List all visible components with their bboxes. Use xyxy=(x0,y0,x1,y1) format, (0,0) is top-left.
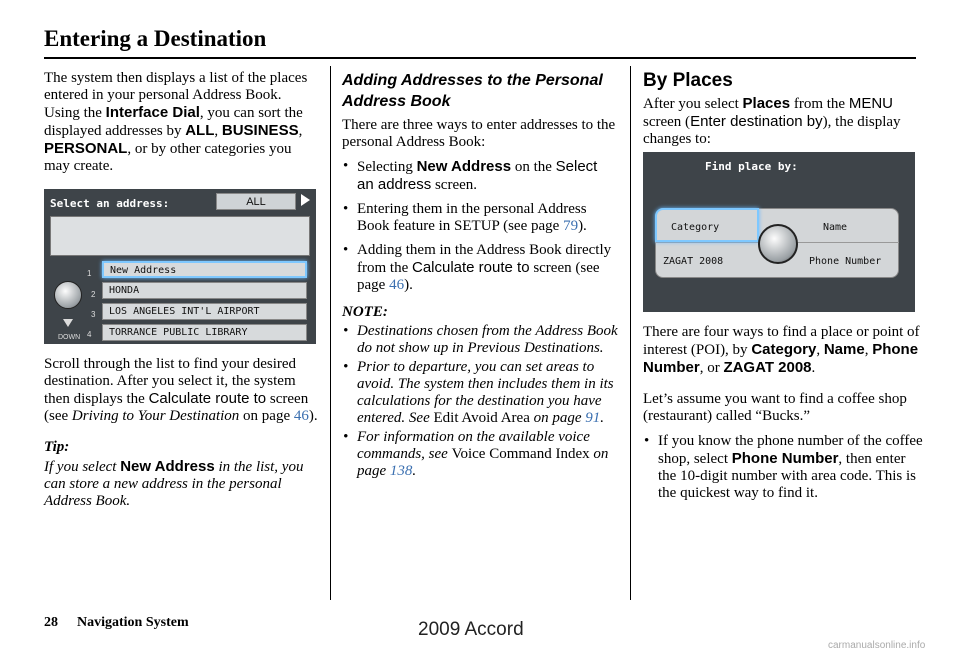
bullet-list xyxy=(643,433,923,502)
bullet-list xyxy=(342,158,618,294)
category-option: Category xyxy=(671,222,720,233)
column-divider xyxy=(630,66,631,600)
page-link[interactable]: 79 xyxy=(563,218,579,234)
down-label: DOWN xyxy=(58,334,81,341)
footer-section-name: Navigation System xyxy=(77,615,189,630)
note-item: • For information on the available voice commands, see Voice Command Index on page 138. xyxy=(342,429,618,480)
list-item: LOS ANGELES INT'L AIRPORT xyxy=(102,303,307,320)
page-number: 28 xyxy=(44,615,58,630)
list-item: • Entering them in the personal Address Book feature in SETUP (see page 79). xyxy=(342,201,618,235)
watermark: 2009 Accord xyxy=(418,619,524,640)
filter-chip: ALL xyxy=(216,193,296,210)
page-title: Entering a Destination xyxy=(44,26,267,51)
interface-dial-icon xyxy=(54,281,82,309)
note-item: • Destinations chosen from the Address Book do not show up in Previous Destinations. xyxy=(342,323,618,357)
page-link[interactable]: 46 xyxy=(389,277,405,293)
intro-paragraph: The system then displays a list of the places entered in your personal Address Book. Using the Interface Dial, you can sort the displayed addresses by ALL, BUSINESS, PERSONAL, or by other categories you may create. xyxy=(44,70,308,174)
note-item: • Prior to departure, you can set areas to avoid. The system then includes them in its calculations for the destination you have entered. See Edit Avoid Area on page 91. xyxy=(342,359,618,427)
screen-header: Select an address: xyxy=(50,197,170,210)
phone-option: Phone Number xyxy=(809,256,882,267)
list-item: HONDA xyxy=(102,282,307,299)
title-rule xyxy=(44,57,916,59)
page-link[interactable]: 91 xyxy=(585,410,601,426)
row-number: 4 xyxy=(87,330,92,339)
section-heading: Adding Addresses to the Personal Address Book xyxy=(342,72,603,110)
interface-dial-icon xyxy=(758,224,798,264)
right-arrow-icon xyxy=(301,194,310,206)
column-3 xyxy=(643,70,923,509)
select-address-screenshot xyxy=(44,189,316,344)
zagat-option: ZAGAT 2008 xyxy=(663,256,724,267)
page-link[interactable]: 138 xyxy=(389,463,413,479)
scroll-paragraph: Scroll through the list to find your desired destination. After you select it, the system then displays the Calculate route to screen (see Driving to Your Destination on page 46). xyxy=(44,356,318,424)
row-number: 2 xyxy=(91,290,96,299)
page-link[interactable]: 46 xyxy=(293,408,309,424)
ways-paragraph: There are four ways to find a place or point of interest (POI), by Category, Name, Phone Number, or ZAGAT 2008. xyxy=(643,324,920,376)
column-1 xyxy=(44,70,320,524)
address-preview-box xyxy=(50,216,310,256)
list-item: • If you know the phone number of the coffee shop, select Phone Number, then enter the 10-digit number with area code. This is the quickest way to find it. xyxy=(643,433,923,502)
list-item: • Adding them in the Address Book directly from the Calculate route to screen (see page 46). xyxy=(342,242,618,294)
example-paragraph: Let’s assume you want to find a coffee shop (restaurant) called “Bucks.” xyxy=(643,391,907,424)
intro-paragraph: After you select Places from the MENU screen (Enter destination by), the display changes to: xyxy=(643,95,901,147)
list-item: • Selecting New Address on the Select an address screen. xyxy=(342,158,618,194)
list-item: TORRANCE PUBLIC LIBRARY xyxy=(102,324,307,341)
tip-heading: Tip: xyxy=(44,439,70,455)
down-arrow-icon xyxy=(63,319,73,327)
watermark-site: carmanualsonline.info xyxy=(828,640,926,651)
column-divider xyxy=(330,66,331,600)
name-option: Name xyxy=(823,222,848,233)
tip-text: If you select New Address in the list, you can store a new address in the personal Address Book. xyxy=(44,458,304,509)
row-number: 3 xyxy=(91,310,96,319)
intro-paragraph: There are three ways to enter addresses to the personal Address Book: xyxy=(342,117,616,150)
list-item-selected: New Address xyxy=(102,261,307,278)
note-heading: NOTE: xyxy=(342,304,388,320)
row-number: 1 xyxy=(87,269,92,278)
note-list xyxy=(342,323,618,480)
screen-header: Find place by: xyxy=(705,160,798,173)
find-place-screenshot xyxy=(643,152,915,312)
column-2 xyxy=(342,70,618,487)
section-heading: By Places xyxy=(643,70,733,91)
